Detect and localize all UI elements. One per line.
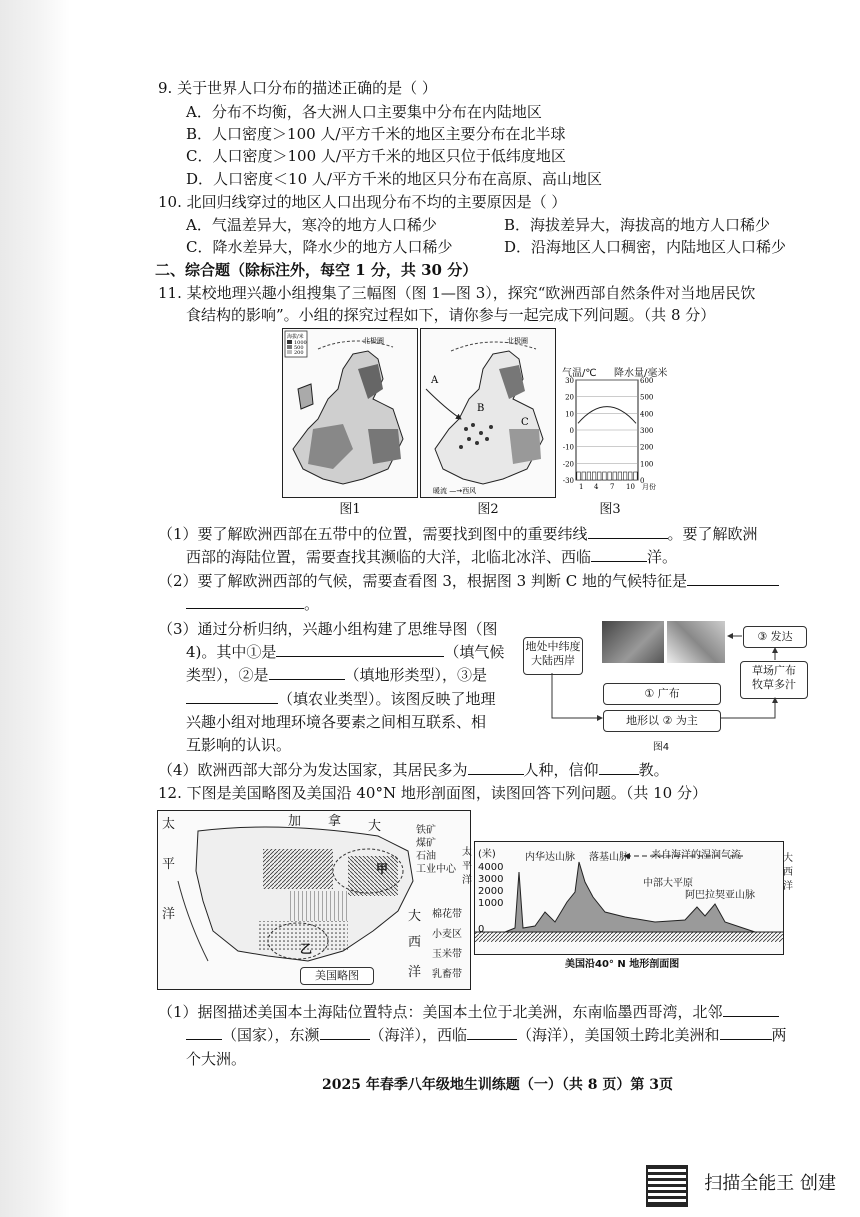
climate-temp-tick: 0 <box>569 427 574 435</box>
scanner-watermark: 扫描全能王 创建 <box>704 1173 836 1194</box>
q9-stem: 9. 关于世界人口分布的描述正确的是（ ） <box>158 79 437 97</box>
q12-p1-line3: 个大洲。 <box>186 1050 247 1068</box>
q11-line-1: 11. 某校地理兴趣小组搜集了三幅图（图 1—图 3），探究“欧洲西部自然条件对当地居民饮 <box>158 284 756 302</box>
climate-precip-bar <box>592 472 596 480</box>
svg-text:北极圈: 北极圈 <box>363 337 384 345</box>
usa-map <box>157 810 471 990</box>
answer-blank[interactable] <box>723 1002 779 1017</box>
answer-blank[interactable] <box>599 760 639 775</box>
fig4-box-terrain: 地形以 ② 为主 <box>603 710 721 732</box>
climate-month-tick: 月份 <box>642 483 656 491</box>
climate-temperature-curve <box>578 407 636 424</box>
climate-precip-bar <box>582 472 586 480</box>
climate-temp-tick: 30 <box>565 377 574 385</box>
profile-tick-0: 0 <box>478 924 485 935</box>
q10-stem: 10. 北回归线穿过的地区人口出现分布不均的主要原因是（ ） <box>158 193 567 211</box>
q11-p3-line6: 互影响的认识。 <box>186 736 292 754</box>
climate-precip-bar <box>587 472 591 480</box>
usa-map-caption: 美国略图 <box>300 967 374 985</box>
map-label-tai: 太 <box>162 817 176 832</box>
profile-label-plains: 中部大平原 <box>643 878 693 889</box>
q9-option-c: C．人口密度＞100 人/平方千米的地区只位于低纬度地区 <box>186 147 566 165</box>
section-2-heading: 二、综合题（除标注外，每空 1 分，共 30 分） <box>155 261 478 279</box>
q9-option-a: A．分布不均衡，各大洲人口主要集中分布在内陆地区 <box>186 103 542 121</box>
q11-p3-line4: （填农业类型）。该图反映了地理 <box>186 689 496 709</box>
profile-label-nevada: 内华达山脉 <box>525 852 575 863</box>
q12-p1-line1: （1）据图描述美国本土海陆位置特点：美国本土位于北美洲，东南临墨西哥湾，北邻 <box>158 1002 779 1022</box>
q10-option-b: B．海拔差异大，海拔高的地方人口稀少 <box>504 216 771 234</box>
answer-blank[interactable] <box>591 547 647 562</box>
profile-legend-airflow: 来自海洋的湿润气流 <box>651 850 741 861</box>
fig4-box-location: 地处中纬度 大陆西岸 <box>523 637 583 675</box>
climate-precip-bar <box>613 472 617 480</box>
climate-temp-tick: -30 <box>562 477 574 485</box>
answer-blank[interactable] <box>186 689 278 704</box>
climate-precip-bar <box>603 472 607 480</box>
svg-text:北极圈: 北极圈 <box>507 337 528 345</box>
climate-temp-tick: -20 <box>562 460 574 469</box>
climate-precip-tick: 600 <box>640 377 654 385</box>
answer-blank[interactable] <box>186 594 304 609</box>
answer-blank[interactable] <box>320 1025 370 1040</box>
climate-precip-bar <box>577 472 581 480</box>
figure-1-caption: 图1 <box>339 502 361 517</box>
map-label-yi-region: 乙 <box>300 942 313 956</box>
map-label-atlantic-da: 大 <box>408 909 422 924</box>
climate-precip-tick: 100 <box>640 460 654 469</box>
q10-option-a: A．气温差异大，寒冷的地方人口稀少 <box>186 216 437 234</box>
answer-blank[interactable] <box>186 1025 222 1040</box>
q11-p3-line1: （3）通过分析归纳，兴趣小组构建了思维导图（图 <box>158 620 498 638</box>
climate-precip-bar <box>618 472 622 480</box>
profile-unit: (米) <box>478 849 496 860</box>
page-footer: 2025 年春季八年级地生训练题（一）（共 8 页）第 3页 <box>322 1077 673 1093</box>
profile-caption: 美国沿40° N 地形剖面图 <box>565 959 680 970</box>
qr-code-icon <box>646 1165 688 1207</box>
climate-precip-bar <box>628 472 632 480</box>
q9-option-d: D．人口密度＜10 人/平方千米的地区只分布在高原、高山地区 <box>186 170 602 188</box>
climate-precip-bar <box>597 472 601 480</box>
fig4-box-grassland: 草场广布 牧草多汁 <box>740 661 808 699</box>
q9-option-b: B．人口密度＞100 人/平方千米的地区主要分布在北半球 <box>186 125 566 143</box>
profile-tick-1000: 1000 <box>478 898 504 909</box>
fig4-box-agriculture: ③ 发达 <box>743 626 807 648</box>
climate-precip-tick: 300 <box>640 427 654 435</box>
q11-line-2: 食结构的影响”。小组的探究过程如下，请你参与一起完成下列问题。（共 8 分） <box>186 306 716 324</box>
answer-blank[interactable] <box>687 571 779 586</box>
map-label-ping: 平 <box>162 857 176 872</box>
profile-label-pacific: 太平洋 <box>462 847 472 886</box>
usa-40n-profile <box>474 841 784 955</box>
climate-precip-tick: 0 <box>640 477 645 485</box>
answer-blank[interactable] <box>720 1025 772 1040</box>
mark-a: A <box>431 375 439 386</box>
answer-blank[interactable] <box>269 665 345 680</box>
climate-temp-tick: -10 <box>562 443 574 452</box>
figure-2-legend: 暖流 —→西风 <box>433 487 477 495</box>
svg-text:海拔/米: 海拔/米 <box>287 334 304 340</box>
svg-text:1000: 1000 <box>294 340 307 346</box>
climate-temp-tick: 10 <box>565 410 574 419</box>
figure-2-caption: 图2 <box>477 502 499 517</box>
map-label-jia-region: 甲 <box>376 862 389 876</box>
figure-3-precip-label: 降水量/毫米 <box>614 368 668 379</box>
q12-p1-line2: （国家），东濒 （海洋），西临 （海洋），美国领土跨北美洲和 两 <box>186 1025 787 1045</box>
q11-p4: （4）欧洲西部大部分为发达国家，其居民多为 人种，信仰 教。 <box>158 761 669 779</box>
q11-p3-line3: 类型），②是 （填地形类型），③是 <box>186 666 488 684</box>
figure-3-temp-label: 气温/℃ <box>562 368 597 379</box>
profile-label-appalachian: 阿巴拉契亚山脉 <box>685 890 755 901</box>
climate-precip-bar <box>608 472 612 480</box>
answer-blank[interactable] <box>467 1025 517 1040</box>
climate-precip-tick: 500 <box>640 393 654 402</box>
climate-month-tick: 1 <box>579 483 584 491</box>
map-label-atlantic-yang: 洋 <box>408 965 422 980</box>
climate-temp-tick: 20 <box>565 393 574 402</box>
climate-month-tick: 4 <box>594 483 599 491</box>
figure-1-europe-relief-map <box>282 328 418 498</box>
q11-p3-line2: 4)。其中①是 （填气候 <box>186 643 505 661</box>
climate-precip-bar <box>623 472 627 480</box>
map-label-atlantic-xi: 西 <box>408 935 422 950</box>
figure-3-caption: 图3 <box>599 502 621 517</box>
figure-4-caption: 图4 <box>652 742 670 753</box>
map-label-na: 拿 <box>328 814 342 829</box>
climate-month-tick: 10 <box>626 483 635 491</box>
q11-p2-line2: 。 <box>186 594 319 614</box>
q11-p3-line5: 兴趣小组对地理环境各要素之间相互联系、相 <box>186 713 487 731</box>
q11-p2-line1: （2）要了解欧洲西部的气候，需要查看图 3，根据图 3 判断 C 地的气候特征是 <box>158 571 779 591</box>
q11-p1-line1: （1）要了解欧洲西部在五带中的位置，需要找到图中的重要纬线 。要了解欧洲 <box>158 525 758 543</box>
answer-blank[interactable] <box>276 642 444 657</box>
climate-precip-tick: 200 <box>640 443 654 452</box>
profile-tick-2000: 2000 <box>478 886 504 897</box>
svg-text:200: 200 <box>294 350 304 356</box>
map-label-yang: 洋 <box>162 907 176 922</box>
figure-3-climate-chart <box>558 366 668 496</box>
map-legend-agriculture: 棉花带 小麦区 玉米带 乳畜带 <box>432 909 462 980</box>
svg-text:500: 500 <box>294 345 304 351</box>
climate-precip-bar <box>634 472 638 480</box>
profile-tick-4000: 4000 <box>478 862 504 873</box>
mark-b: B <box>477 403 485 414</box>
q10-option-d: D．沿海地区人口稠密，内陆地区人口稀少 <box>504 238 787 256</box>
profile-label-rocky: 落基山脉 <box>589 852 629 863</box>
map-label-da: 大 <box>368 819 382 834</box>
q10-option-c: C．降水差异大，降水少的地方人口稀少 <box>186 238 453 256</box>
mark-c: C <box>521 417 529 428</box>
answer-blank[interactable] <box>468 760 524 775</box>
fig4-box-climate: ① 广布 <box>603 683 721 705</box>
figure-2-europe-climate-map <box>420 328 556 498</box>
profile-tick-3000: 3000 <box>478 874 504 885</box>
map-legend-resources: 铁矿 煤矿 石油 工业中心 <box>416 825 456 875</box>
q12-stem: 12. 下图是美国略图及美国沿 40°N 地形剖面图，读图回答下列问题。（共 10 分） <box>158 784 707 802</box>
climate-precip-tick: 400 <box>640 410 654 419</box>
answer-blank[interactable] <box>588 524 668 539</box>
q11-p1-line2: 西部的海陆位置，需要查找其濒临的大洋，北临北冰洋、西临 洋。 <box>186 548 678 566</box>
profile-label-atlantic: 大西洋 <box>783 853 793 892</box>
climate-month-tick: 7 <box>610 483 615 491</box>
map-label-jia: 加 <box>288 814 302 829</box>
